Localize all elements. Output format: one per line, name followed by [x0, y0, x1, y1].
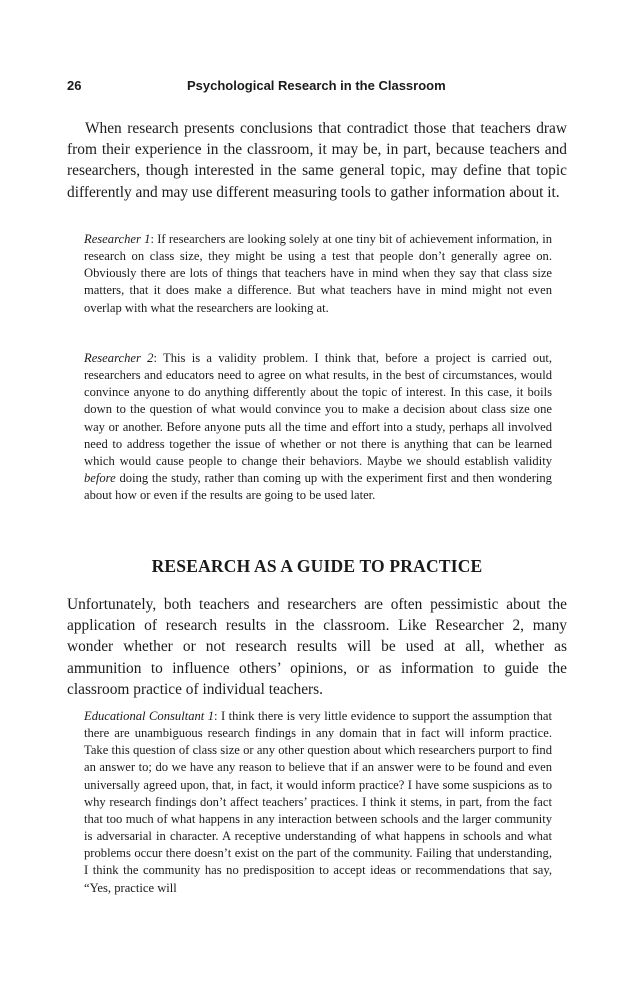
speaker-label: Educational Consultant 1	[84, 709, 215, 723]
running-head	[67, 78, 567, 98]
quote-consultant-1: Educational Consultant 1: I think there is very little evidence to support the assumption that there are unambiguous research findings in any domain that in fact will inform practice. Take this question of class size or any other question about which researchers purport to find an answer to; do we have any reason to believe that if an answer were to be found and even universally agreed upon, that, in fact, it would inform practice? I have some suspicions as to why research findings don’t affect teachers’ practices. I think it stems, in part, from the fact that too much of what happens in any interaction between schools and the larger community is adversarial in character. A receptive understanding of what happens in schools and what problems occur there doesn’t exist on the part of the community. Failing that understanding, I think the community has no predisposition to accept ideas or recommendations that say, “Yes, practice will	[84, 709, 553, 895]
intro-paragraph: When research presents conclusions that contradict those that teachers draw from their experience in the classroom, it may be, in part, because teachers and researchers, though interested in the same general topic, may define that topic differently and may use different measuring tools to gather information about it.	[67, 120, 567, 201]
quote-text: I think there is very little evidence to support the assumption that there are unambiguous research findings in any domain that in fact will inform practice. Take this question of class size or any other question about which researchers purport to find an answer to; do we have any reason to believe that if an answer were to be found and even universally agreed upon, that, in fact, it would inform practice? I have some suspicions as to why research findings don’t affect teachers’ practices. I think it stems, in part, from the fact that too much of what happens in any interaction between schools and the larger community is adversarial in character. A receptive understanding of what happens in schools and what problems occur there doesn’t exist on the part of the community. Failing that understanding, I think the community has no predisposition to accept ideas or recommendations that say, “Yes, practice will	[84, 709, 553, 895]
quote-researcher-2: Researcher 2: This is a validity problem. I think that, before a project is carried out, researchers and educators need to agree on what results, in the best of circumstances, would convince anyone to do anything differently about the topic of interest. In this case, it boils down to the question of what would convince you to make a decision about class size one way or another. Before anyone puts all the time and effort into a study, perhaps all involved need to address together the issue of whether or not there is anything that can be learned which would cause people to change their behaviors. Maybe we should establish validity before doing the study, rather than coming up with the experiment first and then wondering about how or even if the results are going to be used later.	[84, 351, 553, 503]
quote-text: If researchers are looking solely at one tiny bit of achievement information, in research on class size, they might be using a test that people don’t generally agree on. Obviously there are lots of things that teachers have in mind when they say that class size matters, that it does make a difference. But what teachers have in mind might not even overlap with what the researchers are looking at.	[84, 232, 553, 315]
running-title: Psychological Research in the Classroom	[187, 78, 446, 93]
quote-researcher-1: Researcher 1: If researchers are looking solely at one tiny bit of achievement information, in research on class size, they might be using a test that people don’t generally agree on. Obviously there are lots of things that teachers have in mind when they say that class size matters, that it does make a difference. But what teachers have in mind might not even overlap with what the researchers are looking at.	[84, 232, 553, 315]
speaker-label: Researcher 1	[84, 232, 151, 246]
speaker-label: Researcher 2	[84, 351, 154, 365]
section-paragraph: Unfortunately, both teachers and researchers are often pessimistic about the application of research results in the classroom. Like Researcher 2, many wonder whether or not research results will be used at all, whether as ammunition to influence others’ opinions, or as information to guide the classroom practice of individual teachers.	[67, 596, 567, 698]
emphasized-word: before	[84, 471, 116, 486]
section-heading: RESEARCH AS A GUIDE TO PRACTICE	[151, 556, 483, 576]
quote-text: This is a validity problem. I think that, before a project is carried out, researchers and educators need to agree on what results, in the best of circumstances, would convince anyone to do anything differently about the topic of interest. In this case, it boils down to the question of what would convince you to make a decision about class size one way or another. Before anyone puts all the time and effort into a study, perhaps all involved need to address together the issue of whether or not there is anything that can be learned which would cause people to change their behaviors. Maybe we should establish validity	[84, 351, 553, 468]
quote-text-continued: doing the study, rather than coming up with the experiment first and then wondering about how or even if the results are going to be used later.	[84, 471, 552, 503]
page-number: 26	[67, 78, 82, 93]
